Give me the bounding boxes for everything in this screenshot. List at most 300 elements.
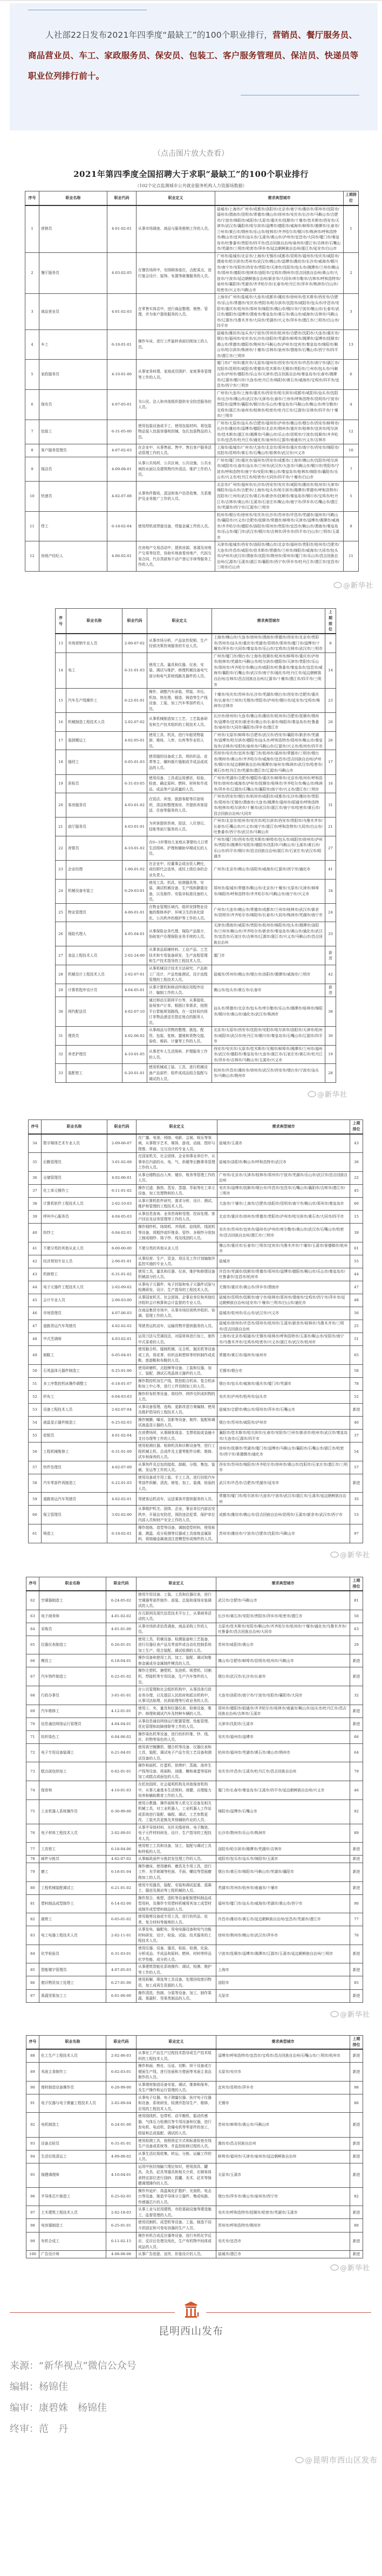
previous-rank-cell: 新进 <box>350 1863 363 1881</box>
previous-rank-cell: 55 <box>350 1255 363 1268</box>
rank-cell: 75 <box>26 1799 39 1824</box>
occupation-code-cell: 4-02-06-02 <box>122 1027 147 1046</box>
occupation-definition-cell: 操作细纱机、络筒机、并线机、捻线机、线团机等设备，将粗纱或纤维条、管纱、多根纱分别加工制成细纱、筒子纱、线及线团的人员。 <box>137 1224 217 1242</box>
rank-cell: 2 <box>25 252 39 294</box>
weibo-icon <box>295 2457 304 2463</box>
occupation-definition-cell: 操作染色机等设备，进行纺织纤维、纱、线、丝、织物等染色的人员。 <box>137 1730 216 1743</box>
occupation-definition-cell: 操作和面机、打蛋机、烘烤炉、蒸箱、油炸生产线等设备，将面粉、油脂、糖和禽蛋等原料加工成糕点或面包的人员。 <box>137 1762 216 1781</box>
rank-cell: 79 <box>26 1863 39 1881</box>
rank-cell: 17 <box>56 731 66 750</box>
table-row <box>26 1705 363 1718</box>
occupation-code-cell: 2-06-01-01 <box>107 1255 137 1268</box>
table-row <box>56 997 336 1027</box>
typical-cities-cell: 安庆市/呼和浩特市/抚顺市/哈密市/芜湖市/玉溪市 <box>216 2206 350 2219</box>
rank-cell: 89 <box>26 2063 39 2082</box>
table-row <box>26 1730 363 1743</box>
table-row <box>29 1153 363 1172</box>
typical-cities-cell: 十堰市/安庆市/苏州市/长沙市/芜湖市/烟台市/西安市/合肥市/重庆市/长春市/兰州市/无锡市/贵阳市/泸州市/铜川市/延安市/宝鸡市/株洲市/吉林市 <box>212 689 325 713</box>
rank-cell: 5 <box>25 360 39 390</box>
table-row <box>56 818 336 836</box>
occupation-definition-cell: 从事老年人生活照料、护理服务工作的人员。 <box>147 1045 212 1064</box>
previous-rank-cell: 8 <box>325 634 336 652</box>
typical-cities-cell: 盐城市/昆明市/抚顺市/南宁市/桂林市/郑州市/渭南市/宝鸡市/西宁市/萍乡市/延边朝鲜族自治州/延安市/十堰市/三明市/白山市/通化市 <box>217 1294 350 1307</box>
occupation-name-cell: 有机合成工 <box>39 2232 106 2251</box>
occupation-name-cell: 化工单元操作工 <box>42 1184 107 1197</box>
ranking-sheet-2[interactable] <box>0 608 382 1100</box>
occupation-code-cell: 6-31-01-01 <box>106 2137 137 2150</box>
occupation-name-cell: 电子仪器与电子测量工程技术人员 <box>39 2094 106 2113</box>
occupation-code-cell: 6-31-03-05 <box>122 774 147 793</box>
previous-rank-cell: 31 <box>325 793 336 818</box>
intro-lead: 人社部22日发布2021年四季度“最缺工”的100个职业排行， <box>45 30 273 40</box>
rank-cell: 32 <box>56 1045 66 1064</box>
table-row <box>26 2219 363 2232</box>
occupation-definition-cell: 使用焊机或焊接设备，焊接金属工件的人员。 <box>137 511 215 541</box>
typical-cities-cell: 徐州市/荆州市/佛山市/武汉市/萍乡市 <box>216 1926 350 1945</box>
previous-rank-cell: 新进 <box>350 1989 363 2002</box>
occupation-definition-cell: 从事信息查询、业务咨询和受理、投诉处理、客户回访及话务管理等工作的人员。 <box>137 1210 217 1223</box>
occupation-code-cell: 4-03-02-01 <box>107 1333 137 1346</box>
rank-cell: 97 <box>26 2206 39 2219</box>
occupation-name-cell: 房地产经纪人 <box>39 541 107 572</box>
rank-cell: 25 <box>56 903 66 922</box>
column-header: 上期排位 <box>325 608 336 634</box>
occupation-definition-cell: 在0~3岁婴幼儿家庭从事婴幼儿日常生活照料、护理和辅助早期成长的人员。 <box>147 836 212 860</box>
occupation-definition-cell: 从事生活垃圾收集、转运、分拣、运输工作的人员。 <box>137 2150 216 2163</box>
rank-cell: 34 <box>29 1134 42 1153</box>
occupation-code-cell: 4-02-07-08 <box>107 481 137 511</box>
occupation-name-cell: 织布工 <box>42 1390 107 1403</box>
occupation-code-cell: 4-04-04-01 <box>106 1718 137 1730</box>
rank-cell: 58 <box>29 1474 42 1493</box>
typical-cities-cell: 苏州市/安庆市/宜宾市/厦门市/杭州市/福州市/常德市/三明市/烟台市/荆州市/黄山市/齐齐哈尔市/威海市/宜昌市/昌吉回族自治州/泸州市/铜川市/延边朝鲜族自治州/湘潭市/泉州市/株洲市/武汉市/哈密市/黄石市/牡丹江市/芜湖市/潜江市/辽源市/马鞍山市 <box>212 750 325 774</box>
ranking-sheet-3[interactable] <box>0 1119 382 1560</box>
occupation-name-cell: 汽车维修工 <box>39 1705 106 1718</box>
occupation-definition-cell: 在物业管理区域内，组织安排物业设施的维修养护、环境卫生的美化绿化、公共秩序的维护等工作的人员。 <box>147 903 212 922</box>
rank-cell: 8 <box>25 444 39 457</box>
table-header-row <box>56 608 336 634</box>
occupation-definition-cell: 驾驶货运机动车，运输货物并提供服务的人员。 <box>137 1320 217 1332</box>
occupation-definition-cell: 从事商品与货物的整理、挑选、配货、包装、复核、置唛和货物交接、验收、堆码、计量等工作的人员。 <box>147 1027 212 1046</box>
occupation-code-cell: 4-01-02-01 <box>107 205 137 253</box>
table-row <box>29 1461 363 1474</box>
occupation-definition-cell: 驾驶客运机动车，运送乘客并提供服务的人员。 <box>137 1493 217 1506</box>
occupation-name-cell: 工程机械维修工 <box>42 1442 107 1461</box>
rank-cell: 10 <box>25 481 39 511</box>
occupation-definition-cell: 从事保险业务代理、保险产品推介，协助客户办理保险业务手续的人员。 <box>147 922 212 946</box>
occupation-code-cell: 6-02-01-01 <box>106 1762 137 1781</box>
occupation-name-cell: 汽车零部件再制造工 <box>42 1474 107 1493</box>
table-row <box>56 1045 336 1064</box>
occupation-definition-cell: 运用刀法与烹调技法，对原材料进行加工，制作中式菜肴的人员。 <box>137 1333 217 1346</box>
previous-rank-cell: 77 <box>350 1913 363 1926</box>
occupation-name-cell: 行政办事员 <box>39 1686 106 1705</box>
typical-cities-cell: 广州市/芜湖市/合肥市/德阳市/重庆市/蚌埠市/北京市/杭州市/呼和浩特市/徐州市/威海市/泸州市/抚顺市/桂林市/齐齐哈尔市/鞍山市/株洲市/萍乡市/辽源市/石嘴山市/襄阳市/南宁市/兴义市/潜江市/三明市 <box>212 774 325 793</box>
previous-rank-cell: 41 <box>325 860 336 879</box>
occupation-code-cell: 4-10-04-01 <box>106 2163 137 2187</box>
rank-cell: 84 <box>26 1945 39 1963</box>
column-header: 职业代码 <box>107 1120 137 1134</box>
occupation-code-cell: 4-05-04-01 <box>122 922 147 946</box>
occupation-definition-cell: 使用包装设备或手工，使用包装材料，将包装物品装入包装容器和封缄、包扎包装物品的人员。 <box>137 420 215 444</box>
occupation-name-cell: 快件处理员 <box>42 1461 107 1474</box>
previous-rank-cell: 58 <box>350 1364 363 1377</box>
table-row <box>26 2081 363 2094</box>
previous-rank-cell: 34 <box>325 879 336 903</box>
previous-rank-cell: 33 <box>325 922 336 946</box>
xishan-pavilion-icon <box>182 2300 200 2320</box>
occupation-definition-cell: 在零售实体店中，进行商品整理、销售、管理，并为客户提供服务的人员。 <box>137 294 215 329</box>
occupation-name-cell: 生活垃圾清运工 <box>39 2150 106 2163</box>
typical-cities-cell: 汕头市/常德市/北京市/包头市/库尔勒市/乐山市/湘潭市/桂林市/绵阳市/铜川市/黄山市/通化市/武汉市/株洲市 <box>212 997 325 1027</box>
typical-cities-cell: 杭州市/烟台市/徐州市/安庆市/长沙市/苏州市/许昌市/芜湖市/福州市/马鞍山市/襄阳市/兴义市/合肥市/抚顺市/常德市/蚌埠市/天津市/淄博市/湘潭市/威海市/齐齐哈尔市/德阳市/洛阳市/郑州市/贵阳市/宜昌市/鞍山市/渭南市/秦皇岛市/乐山市/厦门市/武汉市/铜川市/吉林市/萍乡市/四平市/白山市/三明市/玉溪市 <box>215 511 344 541</box>
ranking-table <box>28 1119 363 1543</box>
occupation-definition-cell: 使用检测仪器、检修机具和诊断设备等，进行工程机械主机、总成件及主要零配件诊断、维修、试车和保养的人员。 <box>137 1442 217 1461</box>
occupation-definition-cell: 从事快件及总包的接收、卸载、分拨、集包、装载、发运等工作的人员。 <box>137 1461 217 1474</box>
table-row <box>29 1346 363 1365</box>
occupation-code-cell: 6-20-99-00 <box>106 2081 137 2094</box>
occupation-definition-cell: 在饭店、宾馆、旅游客船等住宿场所，清洁和整理客房，并提供宾客迎送、住宿等服务的人员。 <box>147 793 212 818</box>
rank-cell: 96 <box>26 2187 39 2206</box>
footer-weibo-watermark: @昆明市西山区发布 <box>0 2455 378 2476</box>
occupation-name-cell: 保育师 <box>39 1781 106 1800</box>
rank-cell: 65 <box>26 1636 39 1654</box>
typical-cities-cell: 盐城市/苏州市/佛山市/烟台市/洛阳市/湘潭市/威海市/三明市 <box>212 965 325 984</box>
rank-cell: 45 <box>29 1294 42 1307</box>
occupation-definition-cell: 使用仪器、设备、器具，检验、检测、化验、分析成品、半成品和原料、燃料、材料等样品化学性能、成分的人员。 <box>137 1945 216 1963</box>
occupation-name-cell: 呼叫中心服务员 <box>42 1210 107 1223</box>
occupation-definition-cell: 使用示教器、操作面板等人机交互设备及相关机械工具，对工业机器人、工业机器人工作站或系统进行装配、编程、调试、工艺参数更改、工装夹具更换及其他辅助作业的人员。 <box>137 1799 216 1824</box>
occupation-code-cell: 6-20-01-01 <box>122 1064 147 1083</box>
occupation-name-cell: 质检员 <box>66 774 122 793</box>
previous-rank-cell: 51 <box>350 1333 363 1346</box>
table-row <box>26 1718 363 1730</box>
table-row <box>26 1667 363 1686</box>
occupation-code-cell: 6-31-01-09 <box>107 1442 137 1461</box>
rank-cell: 83 <box>26 1926 39 1945</box>
occupation-code-cell: 2-02-10-03 <box>107 1197 137 1210</box>
rank-cell: 9 <box>25 457 39 481</box>
table-row <box>29 1403 363 1416</box>
table-row <box>29 1333 363 1346</box>
occupation-definition-cell: 从事设备管理、选购、更新改造方案编制、使用及维护指导的工程技术人员。 <box>137 1403 217 1416</box>
occupation-name-cell: 客房服务员 <box>66 793 122 818</box>
previous-rank-cell: 26 <box>325 731 336 750</box>
column-header: 职业代码 <box>106 2035 137 2049</box>
occupation-code-cell: 6-30-99-00 <box>106 1799 137 1824</box>
rank-cell: 71 <box>26 1730 39 1743</box>
previous-rank-cell: 23 <box>325 689 336 713</box>
table-header-row <box>29 1120 363 1134</box>
rank-cell: 43 <box>29 1268 42 1281</box>
table-row <box>26 1824 363 1843</box>
table-row <box>26 2232 363 2251</box>
typical-cities-cell: 佛山市/合肥市/蚌埠市/昆明市/杭州市/马鞍山市 <box>216 1654 350 1667</box>
occupation-name-cell: 邮件分拣员 <box>39 1856 106 1863</box>
column-header: 序号 <box>26 2035 39 2049</box>
occupation-code-cell: 1-06-01-02 <box>122 860 147 879</box>
occupation-definition-cell: 使用检测工具，按照预定方式和标准检查在线生产设备或系统等，并监控检修过程的人员。 <box>137 2137 216 2150</box>
occupation-name-cell: 空调器制造工 <box>39 1591 106 1610</box>
rank-cell: 7 <box>25 420 39 444</box>
typical-cities-cell: 烟台市/武汉市/长沙市/长春市 <box>216 1667 350 1686</box>
column-header: 职业定义 <box>137 1577 216 1591</box>
occupation-name-cell: 机修钳工 <box>42 1268 107 1281</box>
typical-cities-cell: 盐城市/上海市/广州市/成都市/洛阳市/北京市/南宁市/潍坊市/郑州市/沈阳市/福州市/渭南市/昆明市/常德市/佛山市/徐州市/安庆市/长沙市/马鞍山市/合肥市/宁波市/绵阳市/咸阳市/太原市/重庆市/抚顺市/十堰市/佳木斯市/西安市/天津市/武汉市/襄阳市/哈尔滨市/淄博市/德阳市/威海市/蚌埠市/湘潭市/长春市/兰州市/黄石市/荆州市/乐山市/桂林市/齐齐哈尔市/铜川市/株洲市/呼和浩特市/鞍山市/宜宾市/汕头市/玉溪市/黄山市/泸州市/宜昌市/大同市/厦门市/秦皇岛市/吐鲁番市/贵阳市/四平市/昌吉回族自治州/泉州市/潜江市/吉林市/石嘴山市/芜湖市/三明市/哈密市/萍乡市/延边朝鲜族自治州/湛江市/延安市/白山市 <box>215 205 344 253</box>
occupation-definition-cell: 从事经营、生产、资金、项目及工作计划编制并监控实施的专业人员。 <box>137 1255 217 1268</box>
occupation-name-cell: 市场营销专业人员 <box>66 634 122 652</box>
rank-cell: 46 <box>29 1307 42 1320</box>
occupation-name-cell: 包装工 <box>39 420 107 444</box>
rank-cell: 12 <box>25 541 39 572</box>
previous-rank-cell: 78 <box>350 1377 363 1390</box>
weibo-icon <box>333 582 342 588</box>
typical-cities-cell: 盐城市/杭州市/乐山市/武汉市/兴义市 <box>217 1307 350 1320</box>
table-row <box>56 750 336 774</box>
occupation-name-cell: 电工电器工程技术人员 <box>39 1926 106 1945</box>
table-row <box>29 1416 363 1429</box>
rank-cell: 20 <box>56 793 66 818</box>
occupation-name-cell: 道路客运汽车驾驶员 <box>42 1493 107 1506</box>
typical-cities-cell: 安庆市/泸州市/杭州市/汕头市 <box>217 1390 350 1403</box>
rank-cell: 56 <box>29 1442 42 1461</box>
enlarge-hint: （点击图片放大查看） <box>153 149 229 158</box>
rank-cell: 29 <box>56 984 66 997</box>
rank-cell: 51 <box>29 1377 42 1390</box>
previous-rank-cell: 30 <box>325 1027 336 1046</box>
table-row <box>25 252 359 294</box>
previous-rank-cell: 45 <box>350 1184 363 1197</box>
rank-cell: 11 <box>25 511 39 541</box>
occupation-code-cell: 6-14-02-00 <box>106 1894 137 1913</box>
typical-cities-cell: 广州市/大连市/上海市/重庆市/西安市/哈尔滨市/成都市/咸阳市/汕头市/沈阳市/长沙市/佛山市/武汉市/天津市/长春市/兰州市/呼和浩特市/昆明市/宁波市/贵阳市/淄博市/襄阳市/铜川市/乐山市/秦皇岛市/马鞍山市/鞍山市/库尔勒市/宝鸡市/湛江市/泉州市/桂林市/哈密市/牡丹江市/辽源市/吉林市/四平市/十堰市/三明市 <box>215 389 344 420</box>
occupation-code-cell: 2-02-09-01 <box>106 1824 137 1843</box>
rank-cell: 48 <box>29 1333 42 1346</box>
rank-cell: 26 <box>56 922 66 946</box>
typical-cities-cell: 无锡市 <box>216 2094 350 2113</box>
previous-rank-cell: 新进 <box>350 2063 363 2082</box>
occupation-name-cell: 企业经理 <box>66 860 122 879</box>
previous-rank-cell: 21 <box>325 818 336 836</box>
occupation-name-cell: 电机制造工 <box>39 2113 106 2137</box>
rank-cell: 98 <box>26 2219 39 2232</box>
occupation-definition-cell: 操作捏合、炼塑、造粒等设备配制塑料制品成型用料，及操作专用塑料机械将其加工成型材或制作成型塑料制品的人员。 <box>137 1894 216 1913</box>
occupation-definition-cell: 使用机械或工装、工具，进行机械设备产品部件、组件或成品组合装配与调试的人员。 <box>147 1064 212 1083</box>
occupation-definition-cell: 从事信息通信网络运行配置管理、性能管理、优化管理和故障排除等工作的人员。 <box>137 1718 216 1730</box>
typical-cities-cell: 咸阳市/包头市/汕头市/绵阳市/玉溪市 <box>216 1856 350 1863</box>
credit-final-reviewer: 终审：范 丹 <box>10 2423 68 2435</box>
occupation-definition-cell: 从事机械制造加工工艺、工艺装备研发和生产技术组织的工程技术人员。 <box>147 713 212 732</box>
occupation-code-cell: 4-04-05-03 <box>107 1210 137 1223</box>
occupation-name-cell: 纺纱工 <box>42 1224 107 1242</box>
previous-rank-cell: 39 <box>350 1224 363 1242</box>
occupation-code-cell: 4-02-07-10 <box>122 997 147 1027</box>
typical-cities-cell: 安庆市/宜昌市 <box>216 2232 350 2251</box>
table-row <box>26 2137 363 2150</box>
occupation-code-cell: 6-01-06-00 <box>106 1989 137 2002</box>
rank-cell: 42 <box>29 1255 42 1268</box>
occupation-definition-cell: 操作磨床，使用磨料、磨具及专用工具，进行工件、光学玻璃等柱面、平面、螺纹等型面磨削加工的人员。 <box>137 1863 216 1881</box>
occupation-definition-cell: 从事发电、输配电、用电电器设备和电气功能材料研发、设计、检验、试验、技术服务的工程技术人员。 <box>137 1926 216 1945</box>
occupation-definition-cell: 在企业中，从事售前、售中、售后客户服务活动管理工作的人员。 <box>137 444 215 457</box>
typical-cities-cell: 长沙市/徐州市/大连市/佛山市/潍坊市/杭州市/合肥市/抚顺市/荆州市/淄博市/宜宾市/新余市/黄山市/长春市/绵阳市/秦皇岛市/吐鲁番市/泉州市/大同市/襄阳市/萍乡市/潜江市 <box>212 713 325 732</box>
weibo-watermark: @新华社 <box>308 1089 347 1099</box>
previous-rank-cell: 新进 <box>350 1654 363 1667</box>
previous-rank-cell: 44 <box>350 1268 363 1281</box>
table-row <box>26 2150 363 2163</box>
typical-cities-cell: 广州市/厦门市/西安市/佳木斯市/蚌埠市/包头市/咸阳市/徐州市/泸州市/贵阳市/湘潭市/安阳市/德阳市/沈阳市/马鞍山市/玉溪市/黄石市/乐山市/四平市/铜川市/昌吉回族自治州/湛江市/石家庄市/武汉市/昭通市 <box>212 836 325 860</box>
table-row <box>29 1255 363 1268</box>
table-row <box>29 1242 363 1255</box>
previous-rank-cell: 85 <box>350 1976 363 1989</box>
ranking-table <box>25 191 359 572</box>
occupation-name-cell: 快递员 <box>39 481 107 511</box>
top-divider <box>0 0 382 1</box>
typical-cities-cell: 苏州市/咸阳市/黄山市 <box>216 1636 350 1654</box>
intro-highlight: 营销员、餐厅服务员、商品营业员、车工、家政服务员、保安员、包装工、客户服务管理员、保洁员、快递员等职业位列排行前十。 <box>28 30 359 81</box>
previous-rank-cell: 新进 <box>350 2049 363 2063</box>
occupation-definition-cell: 使用黏合机、缝制机械、压合机、抛光机等设备或工具，将皮革、纺织品和塑料等材料制作成皮鞋、旅游鞋和布鞋的人员。 <box>137 1346 217 1365</box>
occupation-name-cell: 模具工 <box>39 1654 106 1667</box>
typical-cities-cell: 武汉市/许昌市/合肥市/芜湖市/延安市 <box>217 1474 350 1493</box>
table-row <box>26 1762 363 1781</box>
occupation-code-cell: 6-22-01-03 <box>107 1474 137 1493</box>
rank-cell: 64 <box>26 1623 39 1636</box>
previous-rank-cell: 新进 <box>350 1945 363 1963</box>
weibo-icon <box>308 1091 316 1097</box>
occupation-name-cell: 数字媒体艺术专业人员 <box>42 1134 107 1153</box>
table-row <box>25 294 359 329</box>
occupation-definition-cell: 在托幼园所、社会福利机构及其他保育机构中，从事儿童基本生活照料、保健、自理能力培养和辅助教育工作的人员。 <box>137 1781 216 1800</box>
occupation-code-cell: 6-26-01-01 <box>106 1636 137 1654</box>
occupation-definition-cell: 操作织布机等设备，将经纱、纬纱交织成织物的人员。 <box>137 1390 217 1403</box>
occupation-code-cell: 6-21-01-02 <box>106 1881 137 1894</box>
previous-rank-cell: 1 <box>344 205 359 253</box>
column-header: 职业代码 <box>107 191 137 205</box>
occupation-name-cell: 装配钳工 <box>66 1064 122 1083</box>
occupation-name-cell: 仪器仪表制造工 <box>39 1636 106 1654</box>
typical-cities-cell: 广州市/北京市/天津市/桂林市/郑州市/宁波市/芜湖市/乐山市/武汉市/昌吉回族自治州 <box>217 1171 350 1184</box>
typical-cities-cell: 烟台市/苏州市/咸阳市/泸州市 <box>217 1416 350 1429</box>
previous-rank-cell: 新进 <box>350 2163 363 2187</box>
occupation-definition-cell: 为宾客提供咨询、迎送、入住登记、结账等前厅服务的人员。 <box>147 818 212 836</box>
occupation-definition-cell: 使用切割机、成型机等设备、工装，制造不同介质固定和可变电容器的生产人员。 <box>137 2219 216 2232</box>
rank-cell: 18 <box>56 750 66 774</box>
column-header: 职业定义 <box>147 608 212 634</box>
occupation-name-cell: 汽车生产线操作工 <box>66 689 122 713</box>
table-row <box>25 360 359 390</box>
typical-cities-cell: 上海市/北京市/昭通市/无锡市/桂林市/呼和浩特市/玉溪市/鞍山市/安阳市/南宁市/乌鲁木齐市/宝鸡市/哈密市/兴义市/湛江市/武汉市/杭州市 <box>217 1333 350 1346</box>
table-row <box>26 1623 363 1636</box>
previous-rank-cell: 4 <box>344 389 359 420</box>
ranking-sheet-5[interactable] <box>0 2035 382 2272</box>
occupation-code-cell: 6-05-01-03 <box>122 750 147 774</box>
typical-cities-cell: 宜宾市/昆明市/萍乡市 <box>216 2081 350 2094</box>
occupation-name-cell: 石英晶体元器件制造工 <box>42 1364 107 1377</box>
occupation-code-cell: 2-02-09-04 <box>106 2094 137 2113</box>
occupation-code-cell: 4-07-06-03 <box>107 1307 137 1320</box>
rank-cell: 69 <box>26 1705 39 1718</box>
previous-rank-cell: 24 <box>325 903 336 922</box>
occupation-name-cell: 电子商务师 <box>39 1610 106 1623</box>
credit-source: 来源：“新华视点”微信公众号 <box>10 2360 137 2372</box>
typical-cities-cell: 西安市/安庆市/太原市/佳木斯市/无锡市/蚌埠市/湘潭市/兰州市/福州市/武汉市/德阳市/秦皇岛市/大连市/湛江市/石家庄市/黄石市/牡丹江市/萍乡市/吉林市/马鞍山市/玉溪市/兴义市 <box>212 1045 325 1064</box>
occupation-code-cell: 6-24-01-00 <box>106 2113 137 2137</box>
table-row <box>29 1281 363 1294</box>
rank-cell: 99 <box>26 2232 39 2251</box>
typical-cities-cell: 淄博市/呼和浩特市/宜昌市/宝鸡市/昌吉回族自治州/石嘴山市/三明市/杭州市 <box>216 2049 350 2063</box>
rank-cell: 74 <box>26 1781 39 1800</box>
previous-rank-cell: 38 <box>325 997 336 1027</box>
table-row <box>56 946 336 965</box>
table-row <box>56 984 336 997</box>
occupation-code-cell: 6-04-02-01 <box>107 1224 137 1242</box>
previous-rank-cell: 97 <box>350 1524 363 1543</box>
table-header-row <box>26 2035 363 2049</box>
typical-cities-cell: 绵阳市/淄博市/石嘴山市 <box>216 1799 350 1824</box>
table-row <box>29 1524 363 1543</box>
occupation-code-cell: 4-06-01-01 <box>122 903 147 922</box>
previous-rank-cell: 20 <box>325 713 336 732</box>
table-row <box>26 2163 363 2187</box>
column-header: 职业代码 <box>106 1577 137 1591</box>
typical-cities-cell: 烟台市/包头市/威海市/重庆市/厦门市/芜湖市 <box>217 1377 350 1390</box>
rank-cell: 60 <box>29 1506 42 1524</box>
typical-cities-cell: 武汉市/合肥市/马鞍山市 <box>216 1591 350 1610</box>
previous-rank-cell: 新进 <box>350 1718 363 1730</box>
occupation-definition-cell: 在商品集贸市场中，从事市场经营秩序组织、协调、管理工作的人员。 <box>137 1307 217 1320</box>
rank-cell: 57 <box>29 1461 42 1474</box>
occupation-name-cell: 汽车饰件制造工 <box>39 1667 106 1686</box>
previous-rank-cell: 36 <box>350 1153 363 1172</box>
previous-rank-cell: 12 <box>344 420 359 444</box>
typical-cities-cell: 北京市/广州市/福州市/长沙市/西安市/安庆市/咸阳市/潍坊市/杭州市/天津市/绵阳市/汕头市/合肥市/上海市/包头市/哈尔滨市/湘潭市/常德市/呼和浩特市/沈阳市/兰州市/武汉市/黄石市/新余市/抚顺市/秦皇岛市/铜川市/宝鸡市/牡丹江市/吉林市/黄山市/玉溪市/石家庄市/鞍山市/南宁市/萍乡市/石嘴山市/潜江市/芜湖市/西宁市/辽源市/三明市 <box>215 481 344 511</box>
rank-cell: 44 <box>29 1281 42 1294</box>
weibo-watermark: @新华社 <box>333 580 373 590</box>
typical-cities-cell: 长沙市/黄石市/安阳市/贵阳市/萍乡市/哈密市/潜江市 <box>216 1610 350 1623</box>
previous-rank-cell: 新进 <box>350 2251 363 2258</box>
rank-cell: 1 <box>25 205 39 253</box>
occupation-name-cell: 机械设计工程技术人员 <box>66 965 122 984</box>
occupation-code-cell: 4-03-02-05 <box>107 252 137 294</box>
table-row <box>56 689 336 713</box>
occupation-name-cell: 理货员 <box>66 1027 122 1046</box>
occupation-code-cell: 4-10-01-02 <box>122 836 147 860</box>
ranking-sheet-4[interactable] <box>0 1577 382 2019</box>
typical-cities-cell: 安庆市/福州市/淄博市 <box>216 1730 350 1743</box>
ranking-sheet-1[interactable] <box>0 168 382 590</box>
occupation-definition-cell: 从事半导体材料、光纤光缆材料、电子陶瓷、电子元件材料研发、设计、生产指导的工程技术人员。 <box>137 1824 216 1843</box>
occupation-code-cell: 4-06-02-01 <box>107 541 137 572</box>
table-row <box>56 860 336 879</box>
previous-rank-cell: 11 <box>344 541 359 572</box>
previous-rank-cell: 64 <box>350 1743 363 1762</box>
table-row <box>26 2049 363 2063</box>
table-row <box>29 1364 363 1377</box>
typical-cities-cell: 郑州市/盐城市/常德市/鞍山市/北京市/十堰市/太原市/天津市/蚌埠市/绵阳市/呼和浩特市/齐齐哈尔市/马鞍山市/南宁市/兴义市 <box>212 879 325 903</box>
occupation-code-cell: 4-02-05-01 <box>122 731 147 750</box>
previous-rank-cell: 50 <box>350 1610 363 1623</box>
ranking-table <box>26 2035 363 2258</box>
typical-cities-cell: 徐州市/抚顺市/芜湖市/厦门市/淄博市/马鞍山市/襄阳市/石嘴山市/湛江市/哈密市/西宁市/景德镇市/通化市 <box>217 1442 350 1461</box>
occupation-definition-cell: 使用设备、工具或运用感官，检验、检查、确定原料、燃料、材料和半成品、成品等产品质量的人员。 <box>147 774 212 793</box>
table-row <box>29 1197 363 1210</box>
weibo-icon <box>330 2011 339 2017</box>
occupation-name-cell: 设备工程技术人员 <box>42 1403 107 1416</box>
previous-rank-cell: 57 <box>350 1461 363 1474</box>
column-header: 职业名称 <box>39 191 107 205</box>
occupation-name-cell: 糕点面包烘焙工 <box>39 1762 106 1781</box>
